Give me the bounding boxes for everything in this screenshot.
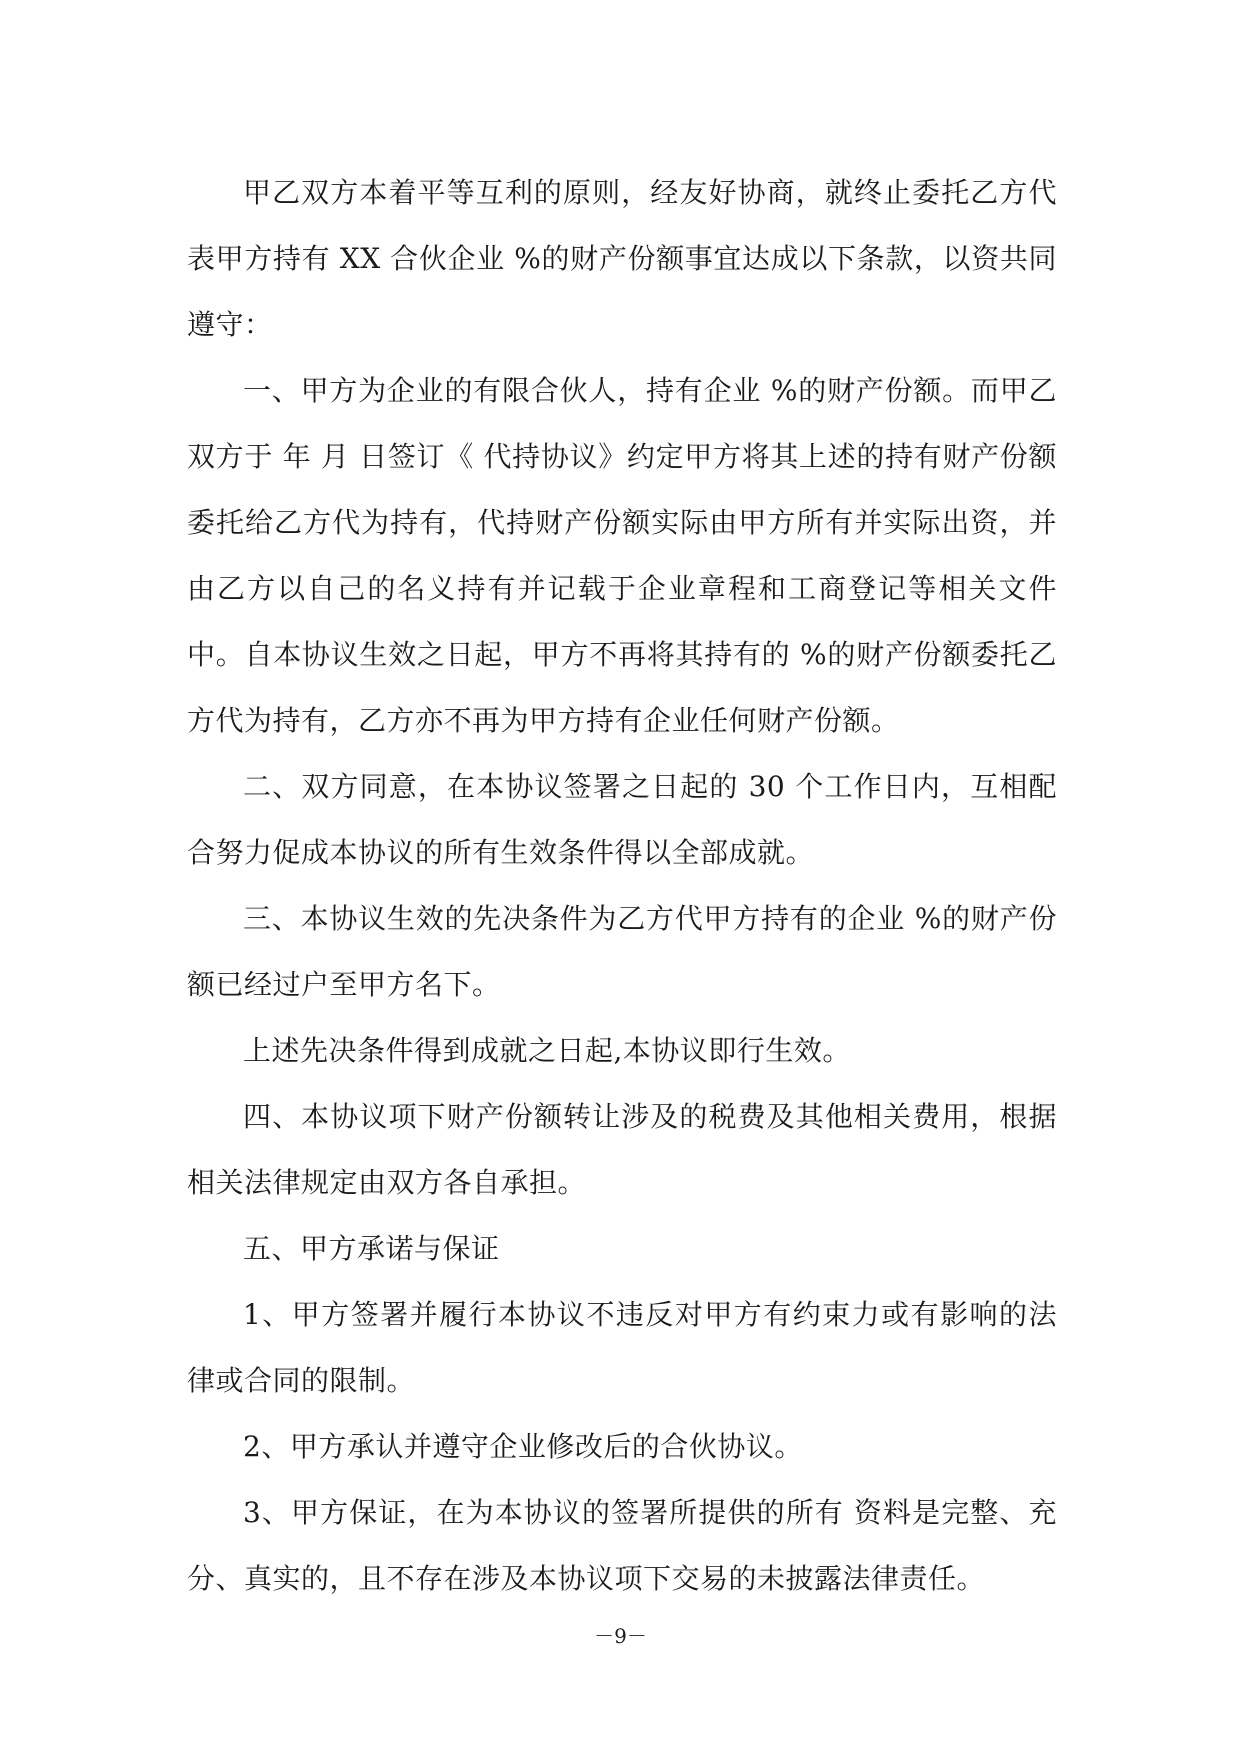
paragraph-clause-3: 三、本协议生效的先决条件为乙方代甲方持有的企业 %的财产份额已经过户至甲方名下。: [187, 902, 1057, 1001]
paragraph-clause-5-item-3: 3、甲方保证，在为本协议的签署所提供的所有 资料是完整、充分、真实的，且不存在涉及本协议项下交易的未披露法律责任。: [187, 1496, 1057, 1595]
paragraph-clause-1: 一、甲方为企业的有限合伙人，持有企业 %的财产份额。而甲乙双方于 年 月 日签订《 代持协议》约定甲方将其上述的持有财产份额委托给乙方代为持有，代持财产份额实际由甲方所有并实际出资，并由乙方以自己的名义持有并记载于企业章程和工商登记等相关文件中。自本协议生效之日起，甲方不再将其持有的 %的财产份额委托乙方代为持有，乙方亦不再为甲方持有企业任何财产份额。: [187, 374, 1057, 737]
paragraph-clause-3-effect: 上述先决条件得到成就之日起,本协议即行生效。: [243, 1034, 851, 1067]
paragraph-clause-5-heading: 五、甲方承诺与保证: [243, 1232, 500, 1265]
paragraph-preamble: 甲乙双方本着平等互利的原则，经友好协商，就终止委托乙方代表甲方持有 XX 合伙企业 %的财产份额事宜达成以下条款，以资共同遵守：: [187, 176, 1057, 341]
document-body: [187, 160, 1057, 1612]
paragraph-clause-2: 二、双方同意，在本协议签署之日起的 30 个工作日内，互相配合努力促成本协议的所有生效条件得以全部成就。: [187, 770, 1057, 869]
paragraph-clause-5-item-1: 1、甲方签署并履行本协议不违反对甲方有约束力或有影响的法律或合同的限制。: [187, 1298, 1057, 1397]
paragraph-clause-5-item-2: 2、甲方承认并遵守企业修改后的合伙协议。: [243, 1430, 803, 1463]
paragraph-clause-4: 四、本协议项下财产份额转让涉及的税费及其他相关费用，根据相关法律规定由双方各自承担。: [187, 1100, 1057, 1199]
page-number: －9－: [594, 1624, 647, 1648]
